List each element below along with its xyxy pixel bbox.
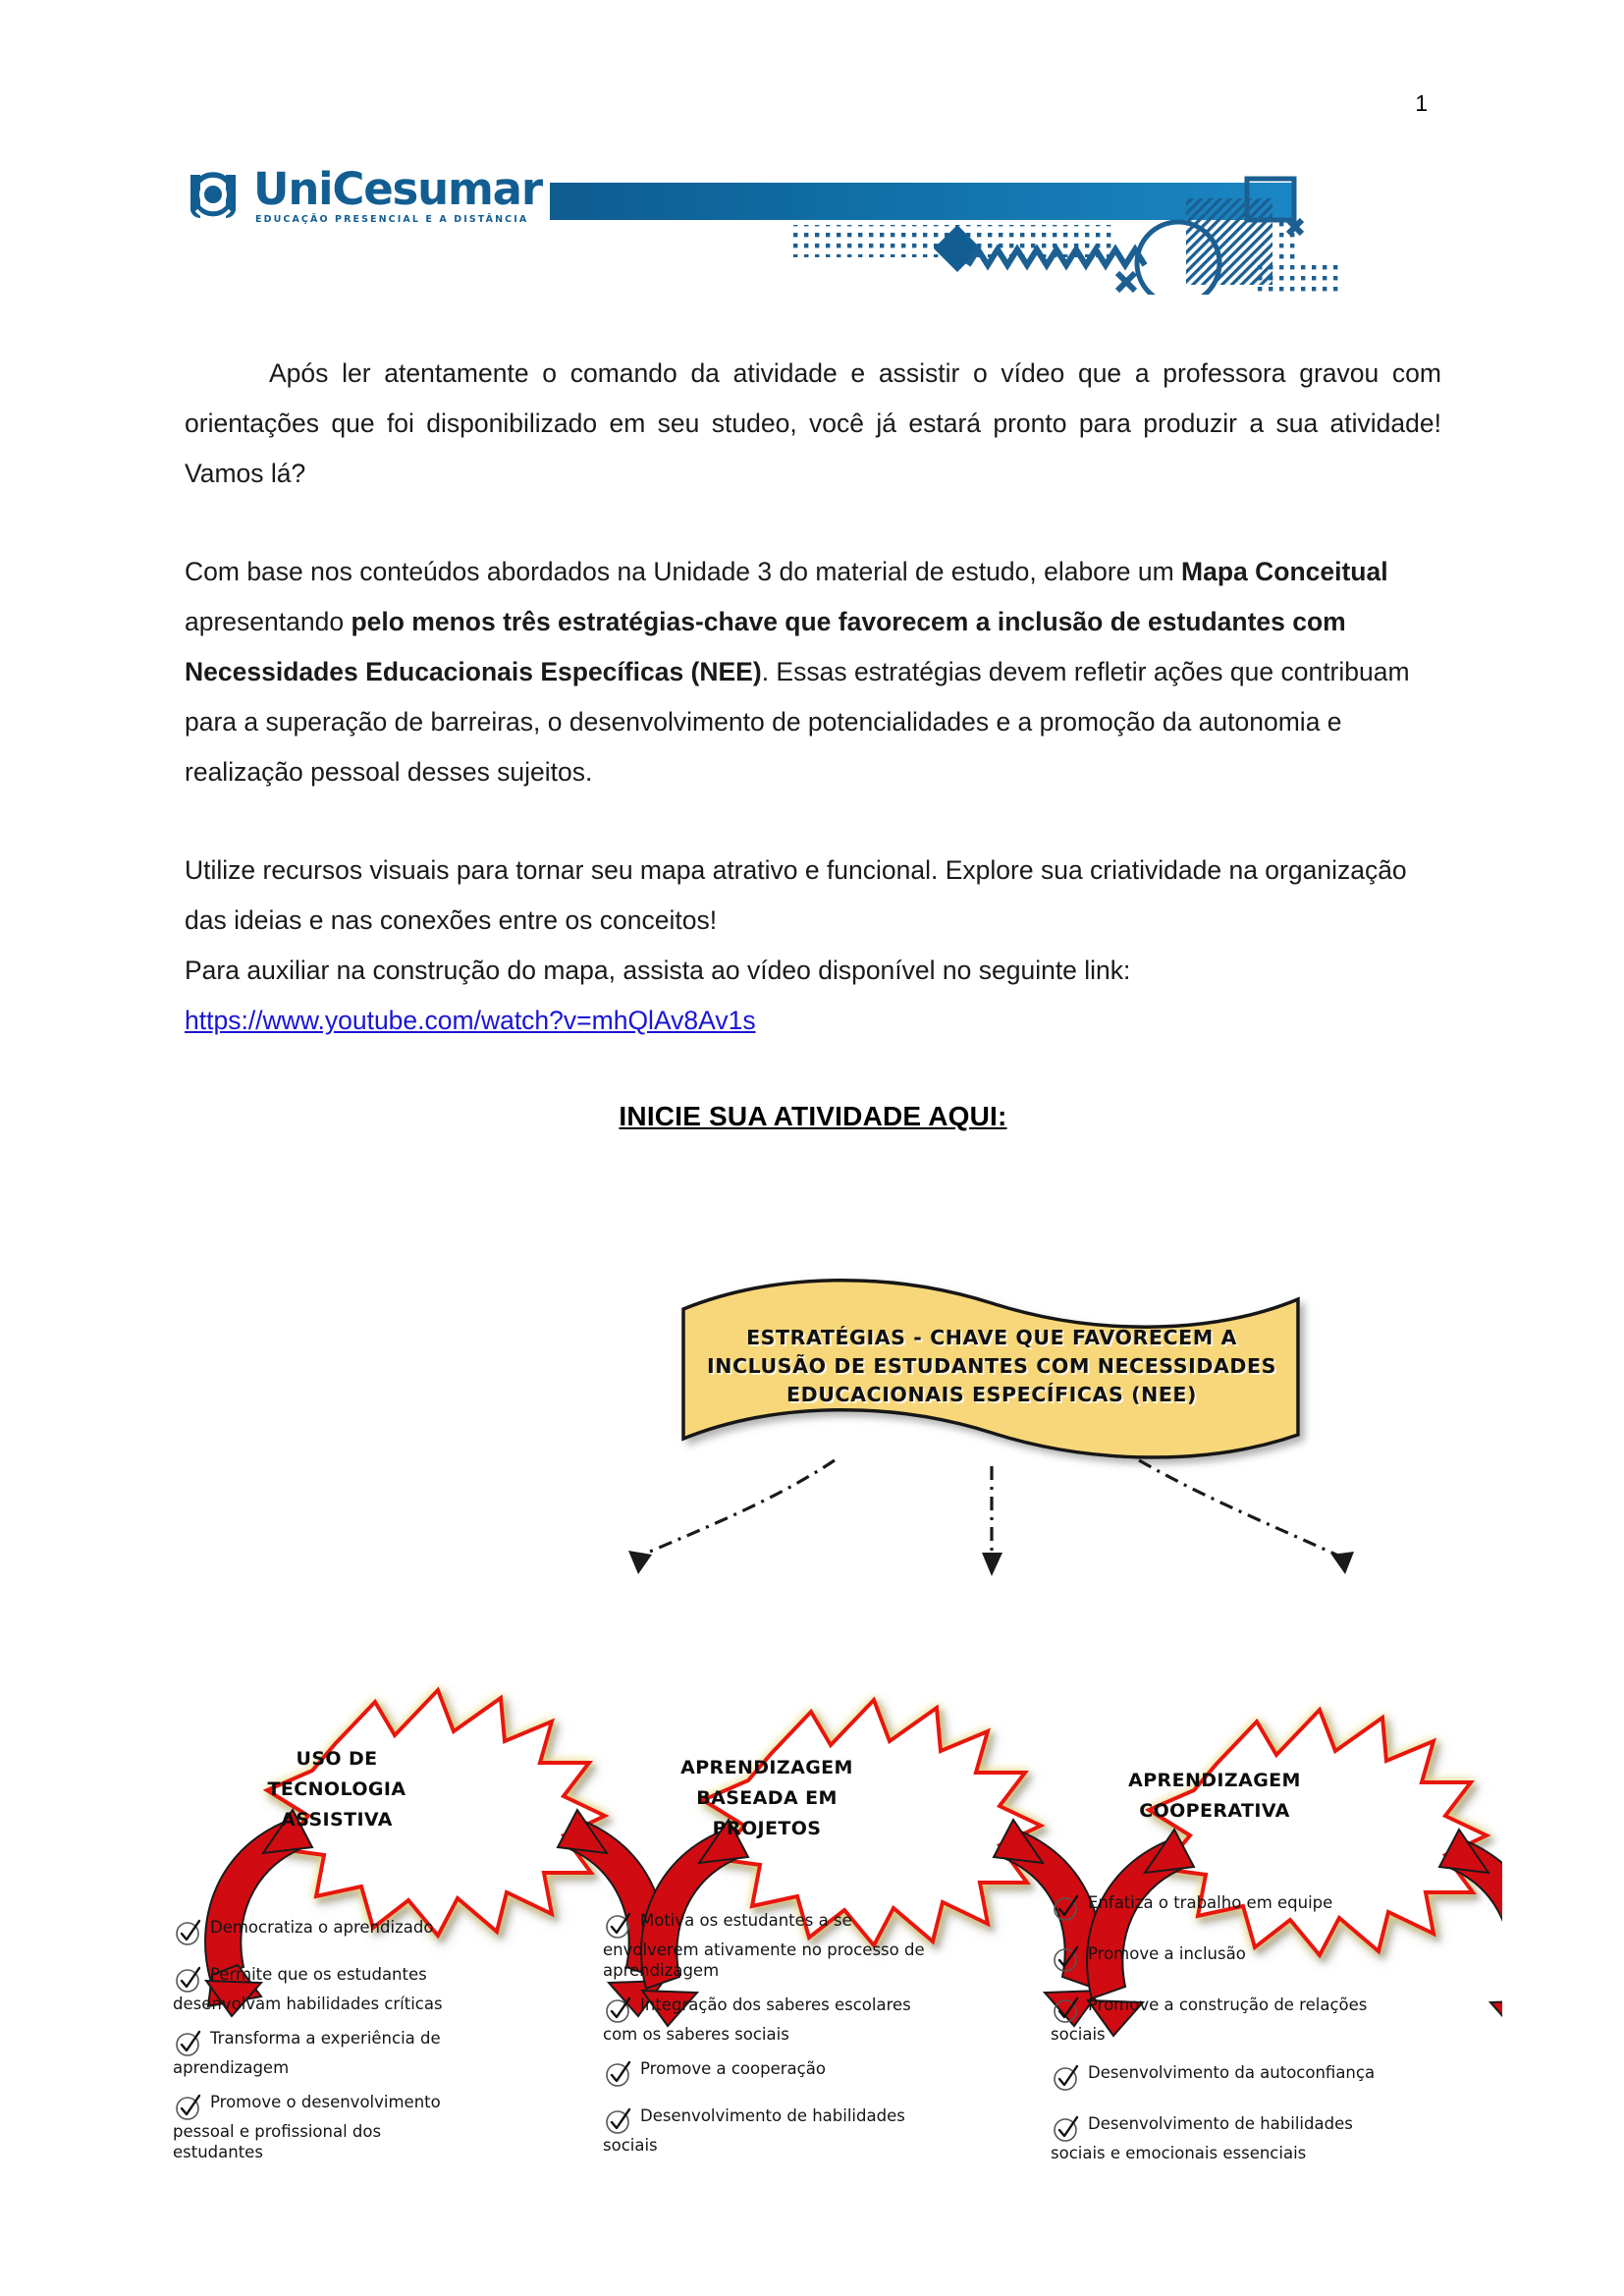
node2-line3: PROJETOS <box>712 1818 822 1839</box>
document-body <box>185 349 1441 1132</box>
check-circle-icon <box>173 2028 206 2057</box>
list-item <box>603 1995 927 2045</box>
header-blue-bar <box>550 183 1296 220</box>
list-item <box>1051 1995 1389 2045</box>
node2-line2: BASEADA EM <box>696 1787 838 1809</box>
check-circle-icon <box>173 2092 206 2121</box>
paragraph-resources: Utilize recursos visuais para tornar seu mapa atrativo e funcional. Explore sua criatividade na organização das ideias e nas conexões entre os conceitos! <box>185 855 1407 935</box>
list-item <box>173 2028 467 2078</box>
banner-line-2: INCLUSÃO DE ESTUDANTES COM NECESSIDADES <box>707 1354 1277 1378</box>
paragraph-briefing <box>185 547 1441 797</box>
list-item-label: Transforma a experiência de aprendizagem <box>173 2029 441 2077</box>
list-item-label: Promove a cooperação <box>640 2059 826 2078</box>
list-item <box>173 1964 467 2014</box>
check-circle-icon <box>1051 2113 1084 2143</box>
node-title-aprendizagem-cooperativa <box>1092 1766 1337 1827</box>
list-item <box>173 2092 467 2162</box>
check-circle-icon <box>603 2105 636 2135</box>
briefing-seg-5: . Essas estratégias devem refletir ações que contribuam para a superação de barreiras, o desenvolvimento de potencialidades e a promoção da autonomia e realização pessoal desses sujeitos. <box>185 657 1410 787</box>
list-item <box>173 1917 467 1950</box>
list-item-label: Desenvolvimento da autoconfiança <box>1088 2063 1376 2082</box>
paragraph-intro: Após ler atentamente o comando da atividade e assistir o vídeo que a professora gravou com orientações que foi disponibilizado em seu studeo, você já estará pronto para produzir a sua atividade! Vamos lá? <box>185 358 1441 488</box>
page-number: 1 <box>1415 90 1428 116</box>
list-item <box>603 2058 927 2092</box>
briefing-bold-estrategias: pelo menos três estratégias-chave que favorecem a inclusão de estudantes com Necessidades Educacionais Específicas (NEE) <box>185 607 1346 686</box>
check-circle-icon <box>1051 1943 1084 1973</box>
list-item <box>1051 1892 1389 1926</box>
check-circle-icon <box>1051 2062 1084 2092</box>
section-title-inicie-atividade: INICIE SUA ATIVIDADE AQUI: <box>619 1101 1007 1131</box>
list-item <box>603 1910 927 1981</box>
check-circle-icon <box>173 1964 206 1994</box>
logo-wordmark: UniCesumar <box>253 163 542 215</box>
node1-line1: USO DE <box>296 1748 378 1770</box>
briefing-bold-mapa-conceitual: Mapa Conceitual <box>1181 557 1388 586</box>
check-circle-icon <box>603 1910 636 1940</box>
list-item-label: Promove a construção de relações sociais <box>1051 1995 1368 2044</box>
list-item-label: Desenvolvimento de habilidades sociais <box>603 2106 905 2155</box>
list-item-label: Enfatiza o trabalho em equipe <box>1088 1893 1333 1912</box>
node-title-aprendizagem-projetos <box>644 1753 890 1844</box>
check-circle-icon <box>1051 1892 1084 1922</box>
list-item-label: Democratiza o aprendizado <box>210 1918 434 1937</box>
concept-map <box>147 1232 1502 2165</box>
list-item <box>1051 2062 1389 2096</box>
list-item <box>1051 2113 1389 2163</box>
list-item <box>1051 1943 1389 1977</box>
banner-line-1: ESTRATÉGIAS - CHAVE QUE FAVORECEM A <box>746 1326 1237 1349</box>
list-item-label: Integração dos saberes escolares com os saberes sociais <box>603 1995 911 2044</box>
list-item <box>603 2105 927 2156</box>
node3-line1: APRENDIZAGEM <box>1128 1770 1301 1791</box>
node1-line3: ASSISTIVA <box>281 1809 393 1831</box>
node2-line1: APRENDIZAGEM <box>680 1757 853 1778</box>
paragraph-video-hint: Para auxiliar na construção do mapa, assista ao vídeo disponível no seguinte link: <box>185 956 1131 985</box>
unicesumar-logo <box>185 163 542 225</box>
node2-bullet-list <box>603 1910 927 2169</box>
node-title-tecnologia-assistiva <box>224 1744 450 1835</box>
check-circle-icon <box>173 1917 206 1946</box>
node3-line2: COOPERATIVA <box>1139 1800 1290 1822</box>
node1-line2: TECNOLOGIA <box>267 1778 406 1800</box>
list-item-label: Promove a inclusão <box>1088 1944 1246 1963</box>
concept-map-banner-text <box>707 1324 1276 1409</box>
briefing-seg-3: apresentando <box>185 607 352 636</box>
banner-line-3: EDUCACIONAIS ESPECÍFICAS (NEE) <box>785 1383 1198 1406</box>
node1-bullet-list <box>173 1917 467 2176</box>
youtube-video-link[interactable]: https://www.youtube.com/watch?v=mhQlAv8Av1s <box>185 1006 756 1035</box>
unicesumar-logo-icon <box>185 167 242 224</box>
check-circle-icon <box>603 2058 636 2088</box>
briefing-seg-1: Com base nos conteúdos abordados na Unidade 3 do material de estudo, elabore um <box>185 557 1182 586</box>
node3-bullet-list <box>1051 1892 1389 2181</box>
list-item-label: Promove o desenvolvimento pessoal e profissional dos estudantes <box>173 2093 441 2161</box>
logo-text <box>253 163 542 225</box>
list-item-label: Desenvolvimento de habilidades sociais e emocionais essenciais <box>1051 2114 1353 2162</box>
header-decoration-graphic <box>793 157 1382 295</box>
logo-tagline: EDUCAÇÃO PRESENCIAL E A DISTÂNCIA <box>255 214 529 225</box>
list-item-label: Motiva os estudantes a se envolverem ativamente no processo de aprendizagem <box>603 1911 925 1980</box>
list-item-label: Permite que os estudantes desenvolvam habilidades críticas <box>173 1965 443 2013</box>
check-circle-icon <box>1051 1995 1084 2024</box>
document-header <box>185 157 1441 295</box>
check-circle-icon <box>603 1995 636 2024</box>
